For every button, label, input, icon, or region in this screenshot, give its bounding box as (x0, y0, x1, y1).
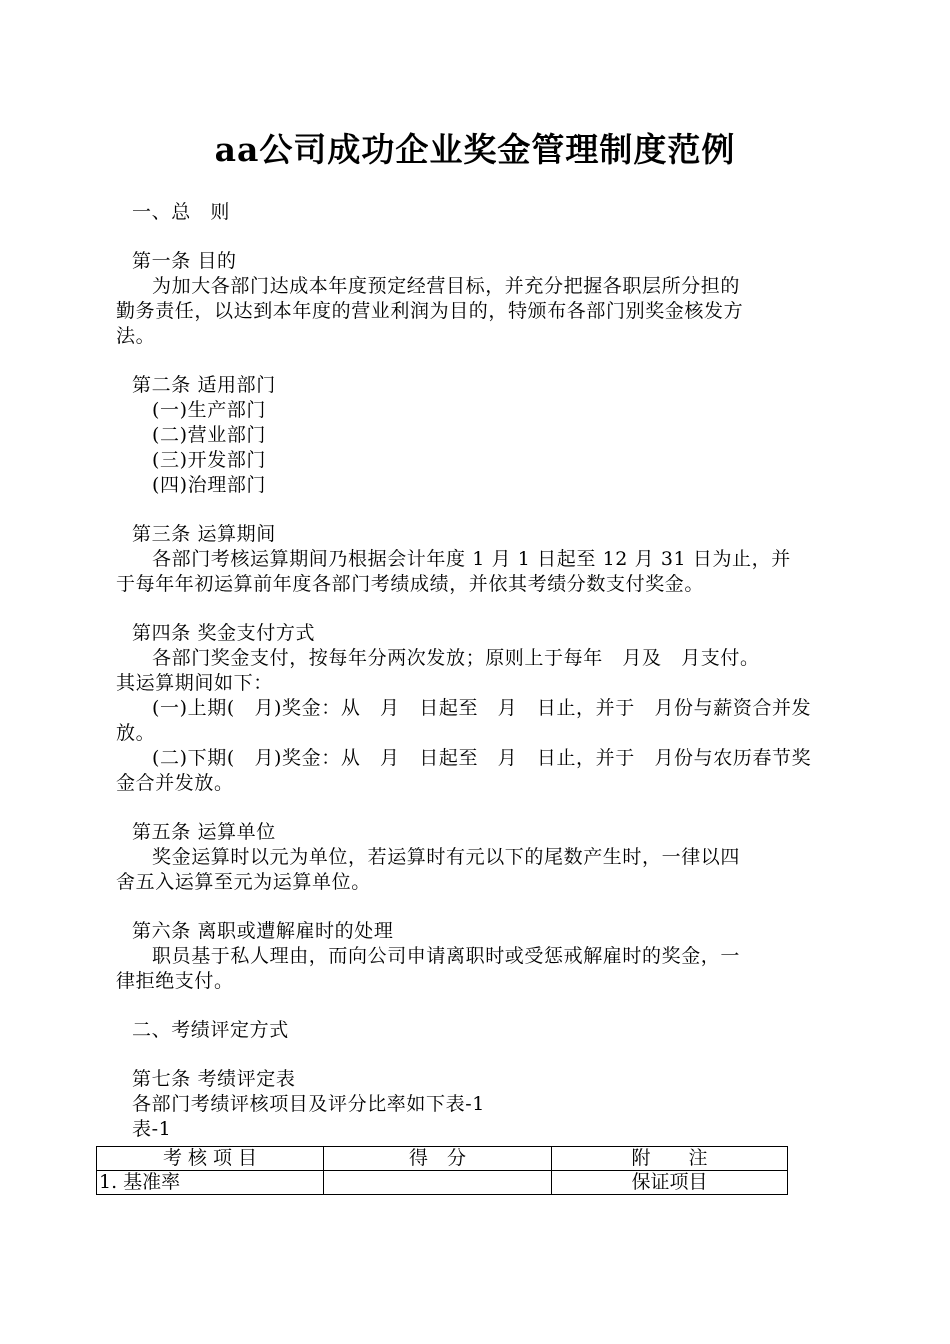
evaluation-table (96, 1146, 788, 1195)
article-4-text: 金合并发放。 (116, 772, 234, 794)
article-4-text: (二)下期( 月)奖金：从 月 日起至 月 日止，并于 月份与农历春节奖 (152, 747, 812, 769)
table-row (97, 1171, 788, 1195)
article-6-text: 律拒绝支付。 (116, 970, 234, 992)
article-7-heading: 第七条 考绩评定表 (132, 1068, 296, 1090)
article-2-item: (三)开发部门 (152, 449, 267, 471)
table-header-row (97, 1147, 788, 1171)
article-1-text: 法。 (116, 325, 156, 347)
section-heading-evaluation: 二、考绩评定方式 (132, 1019, 289, 1041)
article-4-text: 放。 (116, 722, 156, 744)
article-6-heading: 第六条 离职或遭解雇时的处理 (132, 920, 394, 942)
article-2-item: (一)生产部门 (152, 399, 267, 421)
article-1-text: 勤务责任，以达到本年度的营业利润为目的，特颁布各部门别奖金核发方 (116, 300, 744, 322)
article-4-heading: 第四条 奖金支付方式 (132, 622, 316, 644)
article-3-text: 各部门考核运算期间乃根据会计年度 1 月 1 日起至 12 月 31 日为止，并 (152, 548, 791, 570)
article-4-text: (一)上期( 月)奖金：从 月 日起至 月 日止，并于 月份与薪资合并发 (152, 697, 812, 719)
article-4-text: 各部门奖金支付，按每年分两次发放；原则上于每年 月及 月支付。 (152, 647, 760, 669)
article-5-text: 奖金运算时以元为单位，若运算时有元以下的尾数产生时，一律以四 (152, 846, 741, 868)
table-cell-item: 1. 基准率 (97, 1171, 324, 1195)
table-caption: 表-1 (132, 1118, 172, 1140)
document-title: aa公司成功企业奖金管理制度范例 (214, 130, 736, 169)
article-1-text: 为加大各部门达成本年度预定经营目标，并充分把握各职层所分担的 (152, 275, 741, 297)
table-cell-note: 保证项目 (552, 1171, 788, 1195)
header-cell-note: 附 注 (552, 1147, 788, 1171)
article-1-heading: 第一条 目的 (132, 250, 237, 272)
section-heading-general: 一、总 则 (132, 201, 231, 223)
article-5-text: 舍五入运算至元为运算单位。 (116, 871, 371, 893)
article-3-heading: 第三条 运算期间 (132, 523, 276, 545)
article-6-text: 职员基于私人理由，而向公司申请离职时或受惩戒解雇时的奖金，一 (152, 945, 741, 967)
header-cell-item: 考 核 项 目 (97, 1147, 324, 1171)
article-2-item: (二)营业部门 (152, 424, 267, 446)
header-cell-score: 得 分 (324, 1147, 552, 1171)
article-3-text: 于每年年初运算前年度各部门考绩成绩，并依其考绩分数支付奖金。 (116, 573, 705, 595)
article-2-item: (四)治理部门 (152, 474, 267, 496)
table-cell-score (324, 1171, 552, 1195)
article-5-heading: 第五条 运算单位 (132, 821, 276, 843)
article-2-heading: 第二条 适用部门 (132, 374, 276, 396)
article-4-text: 其运算期间如下： (116, 672, 273, 694)
article-7-text: 各部门考绩评核项目及评分比率如下表-1 (132, 1093, 485, 1115)
